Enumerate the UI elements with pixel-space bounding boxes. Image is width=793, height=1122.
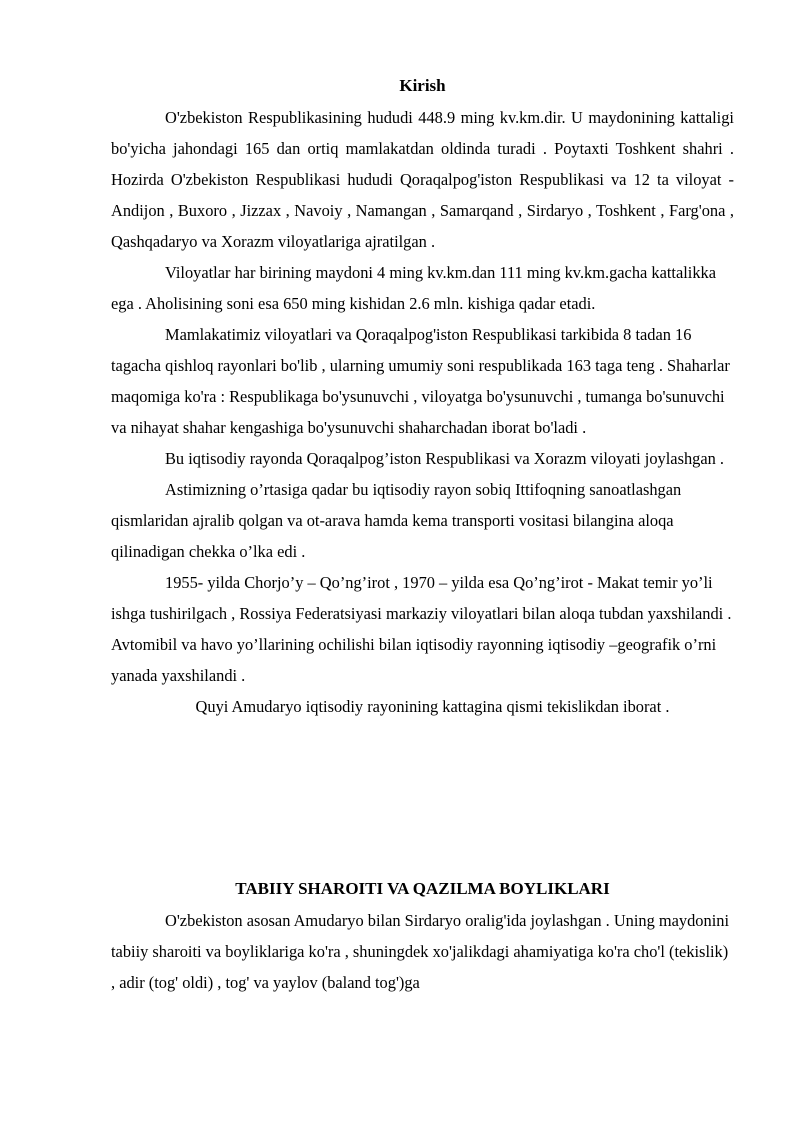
paragraph-districts: Mamlakatimiz viloyatlari va Qoraqalpog'iston Respublikasi tarkibida 8 tadan 16 tagacha qishloq rayonlari bo'lib , ularning umumiy soni respublikada 163 taga teng . Shaharlar maqomiga ko'ra : Respublikaga bo'ysunuvchi , viloyatga bo'ysunuvchi , tumanga bo'sunuvchi va nihayat shahar kengashiga bo'ysunuvchi shaharchadan iborat bo'ladi . [111, 325, 730, 437]
section-text [111, 905, 734, 998]
intro-text [111, 102, 734, 722]
paragraph-lowland: Quyi Amudaryo iqtisodiy rayonining kattagina qismi tekislikdan iborat . [195, 697, 670, 716]
paragraph-natural-conditions: O'zbekiston asosan Amudaryo bilan Sirdaryo oralig'ida joylashgan . Uning maydonini tabiiy sharoiti va boyliklariga ko'ra , shuningdek xo'jalikdagi ahamiyatiga ko'ra cho'l (tekislik) , adir (tog' oldi) , tog' va yaylov (baland tog')ga [111, 911, 730, 992]
section-heading: TABIIY SHAROITI VA QAZILMA BOYLIKLARI [235, 879, 610, 898]
paragraph-territory: O'zbekiston Respublikasining hududi 448.9 ming kv.km.dir. U maydonining kattaligi bo'yicha jahondagi 165 dan ortiq mamlakatdan oldinda turadi . Poytaxti Toshkent shahri . Hozirda O'zbekiston Respublikasi hududi Qoraqalpog'iston Respublikasi va 12 ta viloyat - Andijon , Buxoro , Jizzax , Navoiy , Namangan , Samarqand , Sirdaryo , Toshkent , Farg'ona , Qashqadaryo va Xorazm viloyatlariga ajratilgan . [111, 108, 734, 251]
paragraph-regions-area: Viloyatlar har birining maydoni 4 ming kv.km.dan 111 ming kv.km.gacha kattalikka ega . Aholisining soni esa 650 ming kishidan 2.6 mln. kishiga qadar etadi. [111, 263, 717, 313]
paragraph-history: Astimizning o’rtasiga qadar bu iqtisodiy rayon sobiq Ittifoqning sanoatlashgan qismlaridan ajralib qolgan va ot-arava hamda kema transporti vositasi bilangina aloqa qilinadigan chekka o’lka edi . [111, 480, 682, 561]
page-title: Kirish [399, 76, 446, 95]
paragraph-railway: 1955- yilda Chorjo’y – Qo’ng’irot , 1970 – yilda esa Qo’ng’irot - Makat temir yo’li ishga tushirilgach , Rossiya Federatsiyasi markaziy viloyatlari bilan aloqa tubdan yaxshilandi . Avtomibil va havo yo’llarining ochilishi bilan iqtisodiy rayonning iqtisodiy –geografik o’rni yanada yaxshilandi . [111, 573, 732, 685]
paragraph-economic-region: Bu iqtisodiy rayonda Qoraqalpog’iston Respublikasi va Xorazm viloyati joylashgan . [165, 449, 725, 468]
